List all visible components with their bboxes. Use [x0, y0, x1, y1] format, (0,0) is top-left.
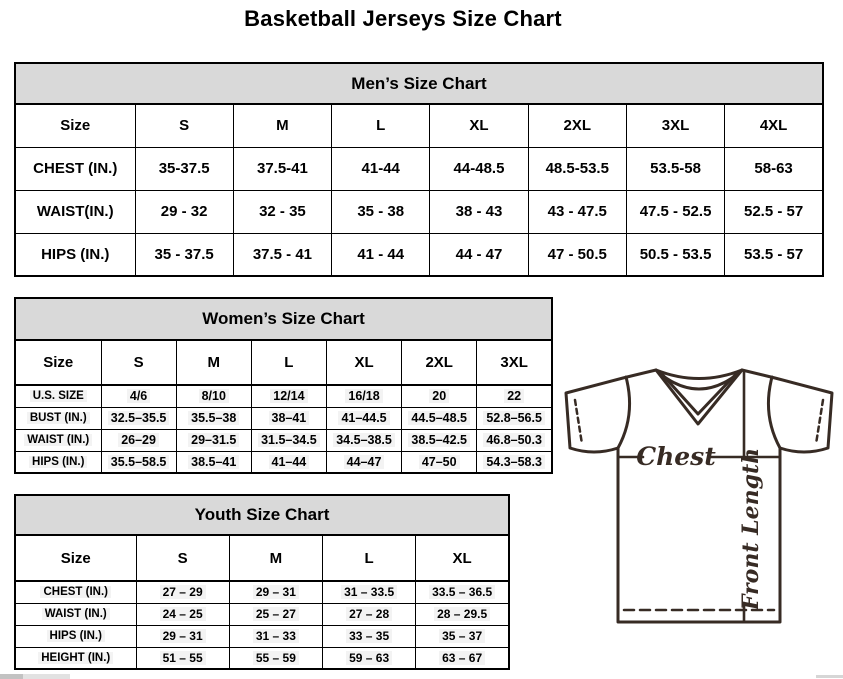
row-label: WAIST (IN.): [15, 603, 136, 625]
scrollbar-fragment-left[interactable]: [0, 674, 23, 679]
column-header: S: [101, 340, 176, 385]
header-row: [15, 535, 509, 581]
size-value-cell: 24 – 25: [136, 603, 229, 625]
size-value-cell: 37.5 - 41: [233, 233, 331, 276]
size-value-cell: 25 – 27: [229, 603, 322, 625]
youth-size-table: [14, 534, 510, 670]
column-header: Size: [15, 535, 136, 581]
column-header: 2XL: [402, 340, 477, 385]
scrollbar-fragment-left-track[interactable]: [23, 674, 70, 679]
size-value-cell: 27 – 28: [323, 603, 416, 625]
row-label: WAIST (IN.): [15, 429, 101, 451]
mens-size-chart-section: [14, 62, 824, 277]
size-value-cell: 59 – 63: [323, 647, 416, 669]
size-value-cell: 41-44: [332, 147, 430, 190]
size-value-cell: 35 - 37.5: [135, 233, 233, 276]
size-value-cell: 63 – 67: [416, 647, 509, 669]
column-header: M: [229, 535, 322, 581]
table-row: [15, 451, 552, 473]
column-header: 4XL: [725, 104, 823, 147]
table-row: [15, 429, 552, 451]
row-label: BUST (IN.): [15, 407, 101, 429]
size-value-cell: 43 - 47.5: [528, 190, 626, 233]
chest-measure-label: Chest: [636, 442, 716, 471]
size-value-cell: 41–44.5: [326, 407, 401, 429]
size-value-cell: 47–50: [402, 451, 477, 473]
size-value-cell: 28 – 29.5: [416, 603, 509, 625]
size-value-cell: 38 - 43: [430, 190, 528, 233]
size-value-cell: 48.5-53.5: [528, 147, 626, 190]
size-value-cell: 52.5 - 57: [725, 190, 823, 233]
column-header: 3XL: [626, 104, 724, 147]
size-value-cell: 20: [402, 385, 477, 407]
size-value-cell: 52.8–56.5: [477, 407, 552, 429]
column-header: 3XL: [477, 340, 552, 385]
size-value-cell: 44-48.5: [430, 147, 528, 190]
size-value-cell: 29 – 31: [136, 625, 229, 647]
womens-size-chart-section: [14, 297, 553, 474]
row-label: CHEST (IN.): [15, 581, 136, 603]
size-value-cell: 51 – 55: [136, 647, 229, 669]
table-row: [15, 581, 509, 603]
table-row: [15, 147, 823, 190]
size-value-cell: 31.5–34.5: [251, 429, 326, 451]
size-value-cell: 31 – 33: [229, 625, 322, 647]
size-value-cell: 12/14: [251, 385, 326, 407]
column-header: M: [233, 104, 331, 147]
row-label: HIPS (IN.): [15, 451, 101, 473]
table-row: [15, 407, 552, 429]
column-header: Size: [15, 104, 135, 147]
column-header: S: [135, 104, 233, 147]
column-header: XL: [416, 535, 509, 581]
size-value-cell: 33 – 35: [323, 625, 416, 647]
size-value-cell: 44 - 47: [430, 233, 528, 276]
size-value-cell: 31 – 33.5: [323, 581, 416, 603]
size-value-cell: 35.5–38: [176, 407, 251, 429]
size-value-cell: 8/10: [176, 385, 251, 407]
size-value-cell: 47.5 - 52.5: [626, 190, 724, 233]
size-value-cell: 53.5-58: [626, 147, 724, 190]
jersey-measurement-diagram: [556, 360, 843, 660]
size-value-cell: 38.5–42.5: [402, 429, 477, 451]
size-value-cell: 35-37.5: [135, 147, 233, 190]
size-value-cell: 29 – 31: [229, 581, 322, 603]
column-header: L: [332, 104, 430, 147]
mens-size-chart-title: Men’s Size Chart: [14, 62, 824, 103]
size-value-cell: 41 - 44: [332, 233, 430, 276]
row-label: HEIGHT (IN.): [15, 647, 136, 669]
row-label: WAIST(IN.): [15, 190, 135, 233]
table-row: [15, 233, 823, 276]
scrollbar-fragment-right[interactable]: [816, 675, 843, 678]
size-value-cell: 37.5-41: [233, 147, 331, 190]
size-value-cell: 41–44: [251, 451, 326, 473]
size-value-cell: 35.5–58.5: [101, 451, 176, 473]
front-length-measure-label: Front Length: [738, 447, 764, 611]
size-value-cell: 29 - 32: [135, 190, 233, 233]
size-value-cell: 32 - 35: [233, 190, 331, 233]
column-header: S: [136, 535, 229, 581]
size-value-cell: 44–47: [326, 451, 401, 473]
size-value-cell: 29–31.5: [176, 429, 251, 451]
table-row: [15, 625, 509, 647]
row-label: U.S. SIZE: [15, 385, 101, 407]
column-header: L: [323, 535, 416, 581]
table-row: [15, 385, 552, 407]
womens-size-table: [14, 339, 553, 474]
column-header: M: [176, 340, 251, 385]
size-value-cell: 58-63: [725, 147, 823, 190]
size-value-cell: 27 – 29: [136, 581, 229, 603]
row-label: CHEST (IN.): [15, 147, 135, 190]
column-header: XL: [430, 104, 528, 147]
row-label: HIPS (IN.): [15, 625, 136, 647]
size-value-cell: 35 – 37: [416, 625, 509, 647]
youth-size-chart-title: Youth Size Chart: [14, 494, 510, 534]
column-header: XL: [326, 340, 401, 385]
header-row: [15, 340, 552, 385]
size-value-cell: 26–29: [101, 429, 176, 451]
size-value-cell: 16/18: [326, 385, 401, 407]
size-value-cell: 38–41: [251, 407, 326, 429]
womens-size-chart-title: Women’s Size Chart: [14, 297, 553, 339]
table-row: [15, 190, 823, 233]
size-value-cell: 55 – 59: [229, 647, 322, 669]
row-label: HIPS (IN.): [15, 233, 135, 276]
size-value-cell: 53.5 - 57: [725, 233, 823, 276]
size-value-cell: 32.5–35.5: [101, 407, 176, 429]
column-header: Size: [15, 340, 101, 385]
size-value-cell: 35 - 38: [332, 190, 430, 233]
size-value-cell: 46.8–50.3: [477, 429, 552, 451]
size-value-cell: 50.5 - 53.5: [626, 233, 724, 276]
size-value-cell: 33.5 – 36.5: [416, 581, 509, 603]
page-title: Basketball Jerseys Size Chart: [244, 6, 562, 31]
jersey-icon: [556, 360, 843, 660]
table-row: [15, 603, 509, 625]
header-row: [15, 104, 823, 147]
size-value-cell: 4/6: [101, 385, 176, 407]
mens-size-table: [14, 103, 824, 277]
column-header: L: [251, 340, 326, 385]
size-value-cell: 44.5–48.5: [402, 407, 477, 429]
size-value-cell: 38.5–41: [176, 451, 251, 473]
size-value-cell: 47 - 50.5: [528, 233, 626, 276]
table-row: [15, 647, 509, 669]
column-header: 2XL: [528, 104, 626, 147]
size-value-cell: 34.5–38.5: [326, 429, 401, 451]
size-value-cell: 54.3–58.3: [477, 451, 552, 473]
size-value-cell: 22: [477, 385, 552, 407]
youth-size-chart-section: [14, 494, 510, 670]
